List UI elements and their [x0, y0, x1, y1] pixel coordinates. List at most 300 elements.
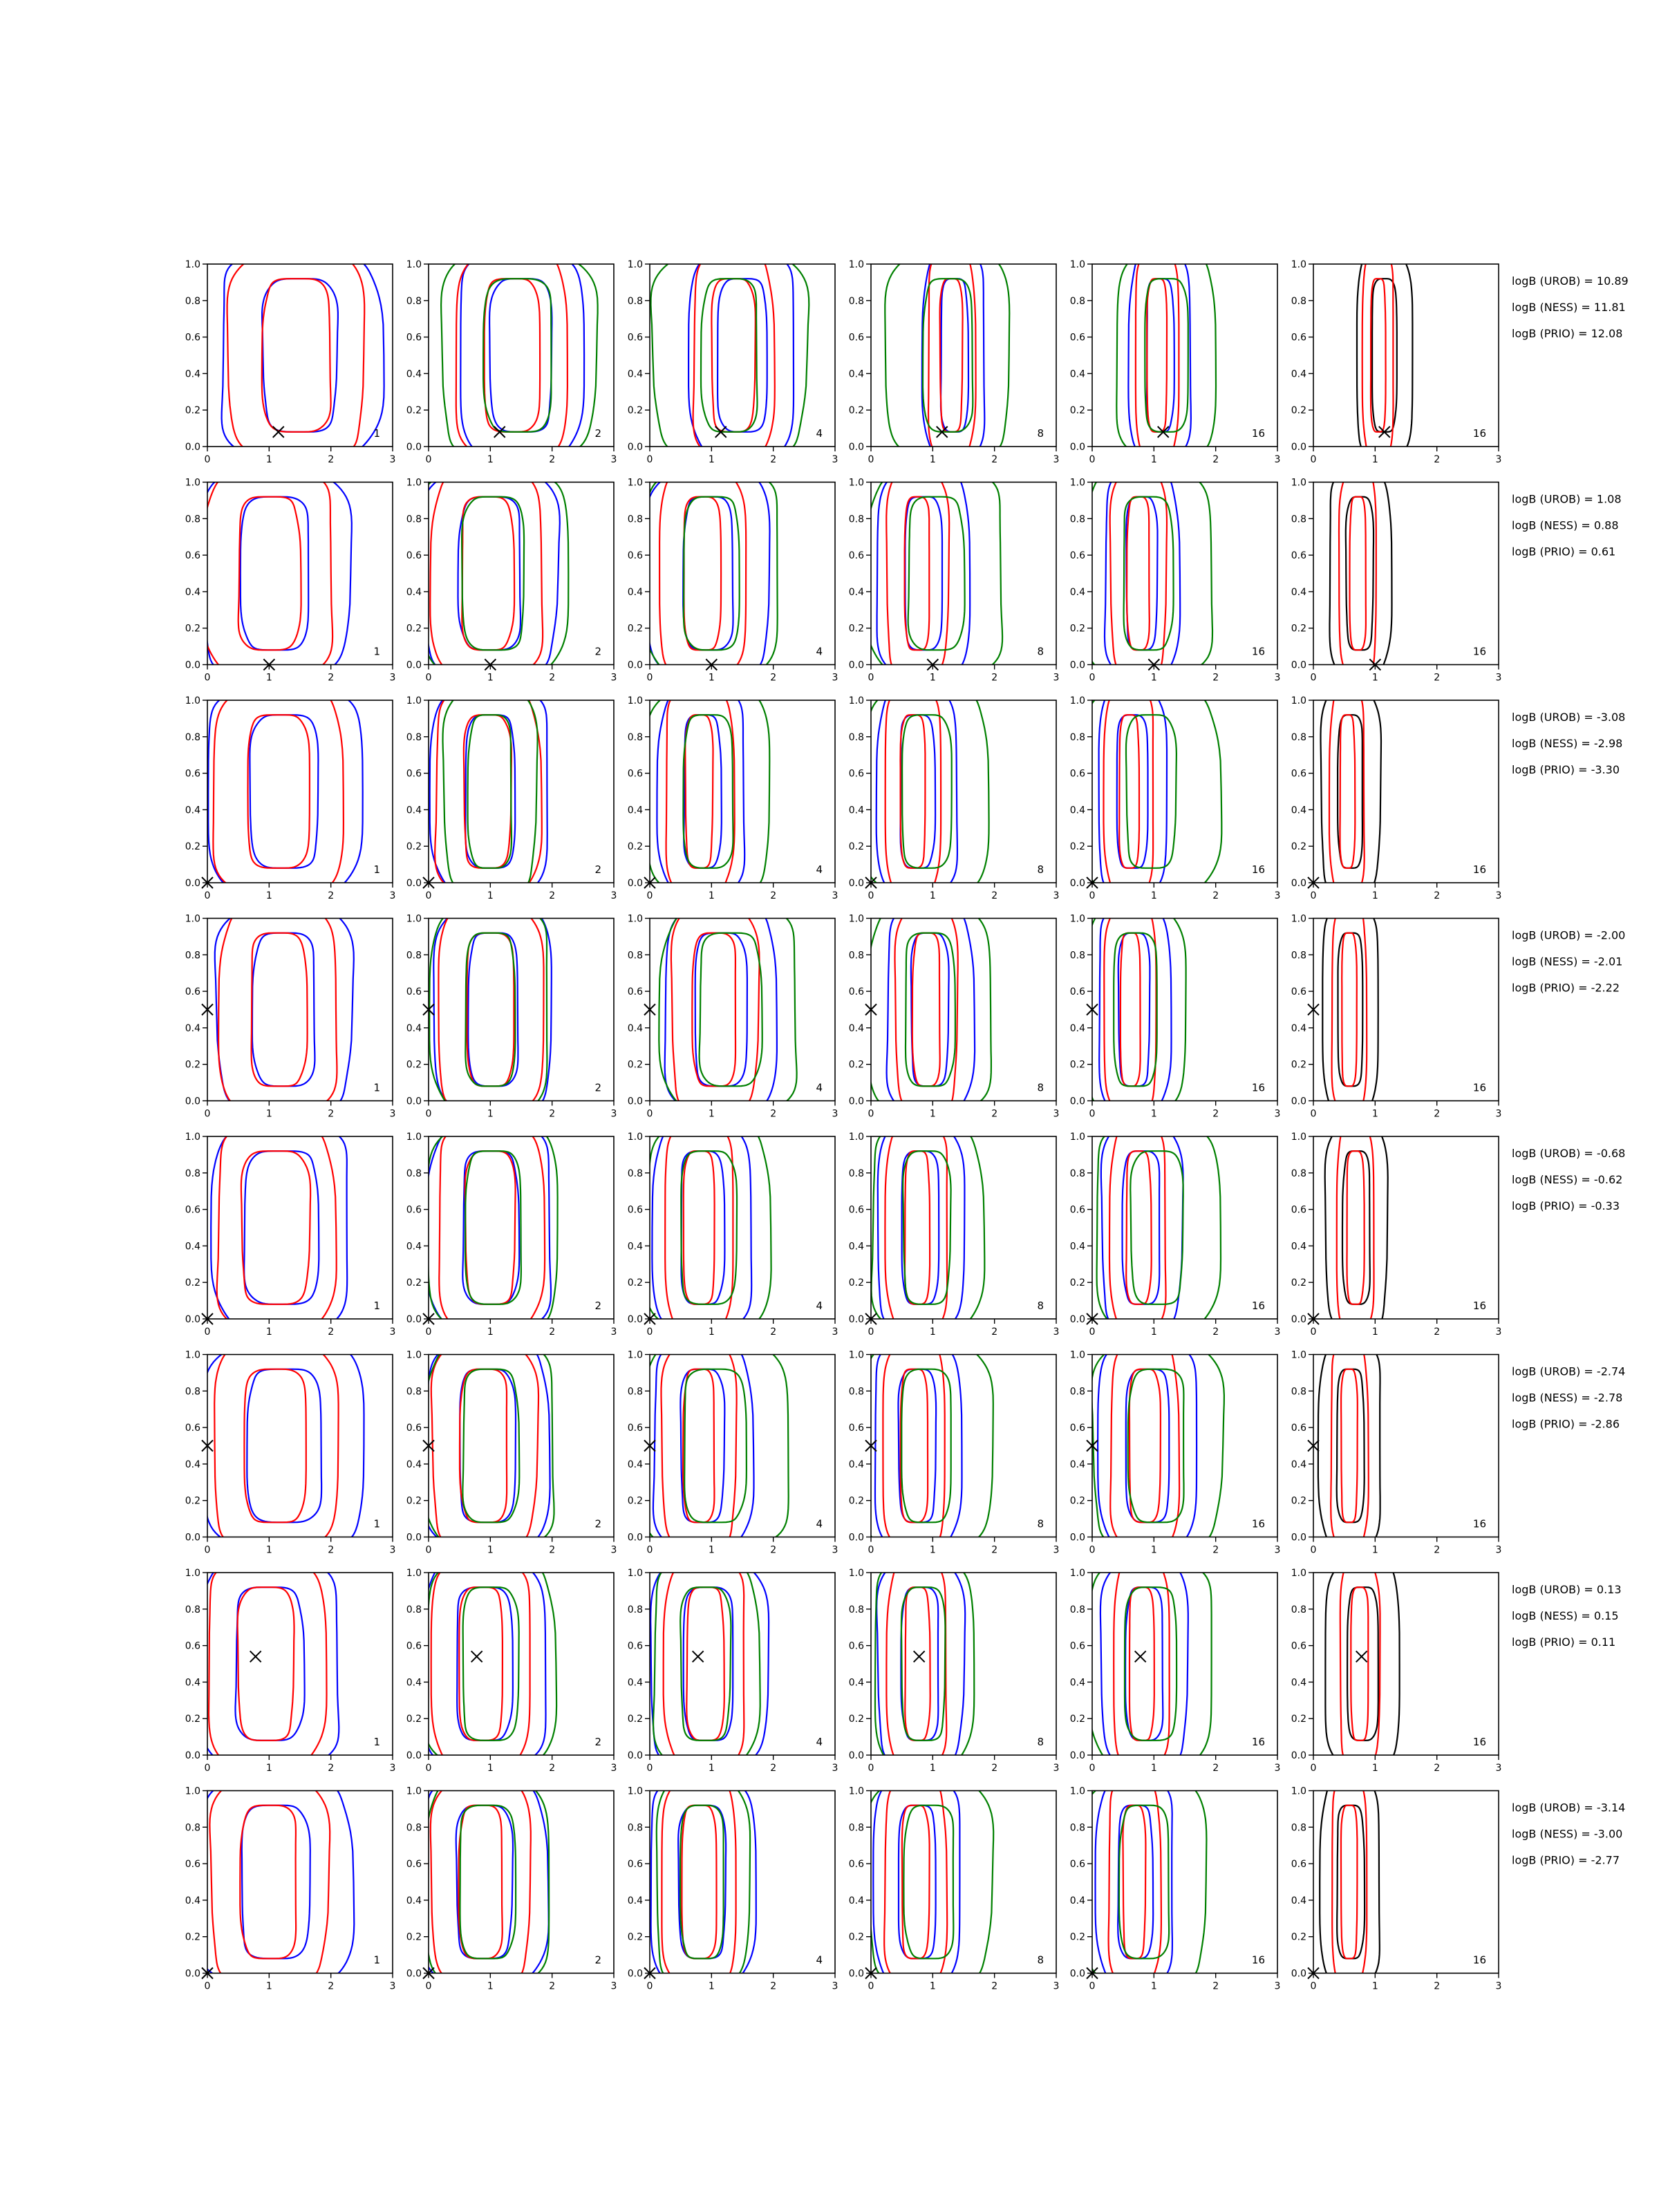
y-tick-label: 0.2 — [1291, 1931, 1306, 1943]
y-tick-label: 0.4 — [406, 1895, 422, 1906]
red-inner-contour — [682, 1806, 716, 1959]
red-outer-contour — [693, 253, 775, 458]
subplot-r2-c1 — [185, 471, 396, 684]
x-tick-label: 2 — [1434, 1763, 1441, 1774]
x-tick-label: 1 — [265, 1763, 272, 1774]
x-tick-label: 3 — [832, 454, 838, 465]
y-tick-label: 0.8 — [406, 1604, 422, 1615]
subplot-r8-c1 — [185, 1780, 396, 1992]
blue-inner-contour — [465, 715, 515, 868]
x-tick-label: 3 — [610, 1980, 617, 1992]
subplot-r4-c3 — [628, 908, 838, 1120]
x-tick-label: 2 — [770, 1108, 777, 1120]
subplot-r7-c4 — [849, 1562, 1060, 1774]
logb-annotation: logB (NESS) = -2.78 — [1512, 1391, 1623, 1405]
y-tick-label: 0.4 — [627, 1022, 643, 1034]
red-outer-contour — [214, 1344, 338, 1548]
x-tick-label: 2 — [328, 1327, 335, 1338]
x-tick-label: 3 — [1495, 1544, 1502, 1556]
true-value-marker — [1356, 1651, 1367, 1662]
y-tick-label: 1.0 — [406, 259, 422, 270]
red-outer-contour — [1114, 1562, 1170, 1766]
y-tick-label: 0.2 — [848, 1931, 864, 1943]
y-tick-label: 1.0 — [185, 259, 200, 270]
panel-number: 4 — [816, 1517, 823, 1530]
x-tick-label: 2 — [1434, 1108, 1441, 1120]
x-tick-label: 0 — [868, 890, 874, 901]
x-tick-label: 3 — [389, 890, 396, 901]
axes-frame — [871, 919, 1056, 1101]
logb-annotation: logB (NESS) = -2.98 — [1512, 737, 1623, 750]
panel-number: 8 — [1037, 645, 1044, 658]
x-tick-label: 0 — [646, 890, 653, 901]
x-tick-label: 3 — [389, 1763, 396, 1774]
y-tick-label: 0.6 — [627, 550, 643, 562]
x-tick-label: 2 — [770, 1980, 777, 1992]
y-tick-label: 0.0 — [406, 1750, 422, 1761]
x-tick-label: 3 — [832, 672, 838, 684]
red-inner-contour — [684, 497, 721, 650]
x-tick-label: 3 — [610, 454, 617, 465]
axes-frame — [1313, 264, 1499, 447]
blue-inner-contour — [682, 1151, 725, 1304]
red-inner-contour — [1127, 497, 1150, 650]
green-inner-contour — [462, 1369, 519, 1523]
y-tick-label: 0.0 — [1069, 659, 1085, 671]
blue-inner-contour — [489, 279, 552, 432]
blue-inner-contour — [462, 1151, 519, 1304]
x-tick-label: 1 — [1371, 1327, 1378, 1338]
y-tick-label: 0.0 — [1069, 878, 1085, 889]
y-tick-label: 0.8 — [1291, 1822, 1306, 1834]
y-tick-label: 0.8 — [185, 514, 200, 525]
contour-group — [203, 1344, 364, 1548]
red-outer-contour — [662, 1780, 735, 1985]
y-tick-label: 0.4 — [1291, 368, 1306, 380]
blue-inner-contour — [941, 279, 968, 432]
green-inner-contour — [468, 715, 512, 868]
x-tick-label: 3 — [1053, 1980, 1060, 1992]
y-tick-label: 0.8 — [1069, 295, 1085, 307]
y-tick-label: 0.4 — [1291, 1022, 1306, 1034]
red-inner-contour — [1126, 1151, 1152, 1304]
y-tick-label: 0.6 — [848, 768, 864, 780]
logb-annotation: logB (UROB) = -2.00 — [1512, 928, 1626, 942]
subplot-r7-c5 — [1070, 1562, 1281, 1774]
y-tick-label: 0.0 — [185, 878, 200, 889]
x-tick-label: 1 — [1371, 890, 1378, 901]
contour-group — [1097, 1125, 1221, 1330]
y-tick-label: 0.0 — [406, 1968, 422, 1980]
x-tick-label: 2 — [991, 1327, 998, 1338]
green-inner-contour — [460, 1806, 516, 1959]
y-tick-label: 0.6 — [185, 1423, 200, 1434]
panel-number: 8 — [1037, 1081, 1044, 1094]
x-tick-label: 0 — [1089, 672, 1096, 684]
y-tick-label: 0.6 — [848, 550, 864, 562]
y-tick-label: 0.2 — [848, 623, 864, 635]
y-tick-label: 0.6 — [406, 986, 422, 998]
x-tick-label: 0 — [204, 1108, 211, 1120]
y-tick-label: 0.0 — [406, 442, 422, 453]
y-tick-label: 0.6 — [406, 1859, 422, 1871]
subplot-r4-c2 — [406, 908, 617, 1120]
y-tick-label: 1.0 — [1291, 1349, 1306, 1361]
axes-frame — [650, 1136, 835, 1319]
red-inner-contour — [238, 1587, 294, 1741]
x-tick-label: 3 — [389, 1327, 396, 1338]
y-tick-label: 0.6 — [1069, 768, 1085, 780]
subplot-r6-c3 — [628, 1344, 838, 1556]
axes-frame — [207, 482, 393, 665]
red-inner-contour — [1341, 1369, 1358, 1523]
y-tick-label: 0.8 — [848, 1822, 864, 1834]
panel-number: 1 — [373, 427, 380, 440]
panel-number: 16 — [1251, 1736, 1265, 1748]
y-tick-label: 0.8 — [1069, 1822, 1085, 1834]
y-tick-label: 0.6 — [627, 1204, 643, 1216]
black-outer-contour — [1318, 1344, 1380, 1548]
x-tick-label: 1 — [929, 454, 936, 465]
subplot-r2-c4 — [849, 471, 1060, 684]
contour-group — [1322, 908, 1378, 1112]
y-tick-label: 0.0 — [1069, 1968, 1085, 1980]
y-tick-label: 0.6 — [1291, 1859, 1306, 1871]
y-tick-label: 0.6 — [848, 986, 864, 998]
y-tick-label: 0.4 — [406, 805, 422, 816]
x-tick-label: 3 — [1274, 1108, 1281, 1120]
y-tick-label: 1.0 — [406, 695, 422, 706]
y-tick-label: 1.0 — [406, 1349, 422, 1361]
x-tick-label: 0 — [1089, 1327, 1096, 1338]
y-tick-label: 0.8 — [627, 1168, 643, 1179]
panel-number: 4 — [816, 427, 823, 440]
red-inner-contour — [692, 933, 735, 1087]
y-tick-label: 0.2 — [1069, 1059, 1085, 1071]
blue-outer-contour — [426, 1125, 551, 1330]
y-tick-label: 0.2 — [185, 1277, 200, 1289]
y-tick-label: 0.2 — [848, 1059, 864, 1071]
y-tick-label: 0.8 — [1291, 950, 1306, 962]
y-tick-label: 0.6 — [1291, 986, 1306, 998]
x-tick-label: 2 — [549, 1980, 556, 1992]
y-tick-label: 0.0 — [627, 1314, 643, 1325]
x-tick-label: 0 — [1310, 1327, 1317, 1338]
y-tick-label: 0.6 — [1069, 332, 1085, 344]
green-outer-contour — [1082, 1780, 1207, 1985]
red-inner-contour — [459, 1587, 503, 1741]
y-tick-label: 0.6 — [1291, 1204, 1306, 1216]
x-tick-label: 0 — [868, 454, 874, 465]
green-outer-contour — [441, 253, 598, 458]
panel-number: 16 — [1472, 1517, 1486, 1530]
panel-number: 8 — [1037, 863, 1044, 876]
x-tick-label: 1 — [265, 454, 272, 465]
x-tick-label: 2 — [1434, 1980, 1441, 1992]
panel-number: 16 — [1472, 645, 1486, 658]
y-tick-label: 0.0 — [1291, 659, 1306, 671]
red-outer-contour — [227, 253, 365, 458]
x-tick-label: 3 — [610, 1327, 617, 1338]
y-tick-label: 0.4 — [1069, 368, 1085, 380]
x-tick-label: 2 — [1212, 672, 1219, 684]
x-tick-label: 0 — [1310, 1108, 1317, 1120]
x-tick-label: 1 — [265, 1544, 272, 1556]
contour-group — [441, 253, 598, 458]
blue-outer-contour — [197, 1780, 354, 1985]
x-tick-label: 0 — [646, 1544, 653, 1556]
red-inner-contour — [1351, 1587, 1368, 1741]
x-tick-label: 2 — [991, 1980, 998, 1992]
y-tick-label: 0.6 — [185, 768, 200, 780]
panel-number: 2 — [594, 1081, 601, 1094]
y-tick-label: 0.4 — [1069, 1677, 1085, 1689]
x-tick-label: 2 — [1434, 1327, 1441, 1338]
x-tick-label: 1 — [487, 454, 494, 465]
x-tick-label: 0 — [1310, 454, 1317, 465]
y-tick-label: 0.8 — [1069, 950, 1085, 962]
x-tick-label: 3 — [832, 1327, 838, 1338]
axes-frame — [1313, 1136, 1499, 1319]
y-tick-label: 0.4 — [185, 1677, 200, 1689]
x-tick-label: 2 — [328, 672, 335, 684]
y-tick-label: 0.6 — [185, 550, 200, 562]
red-inner-contour — [1347, 1151, 1365, 1304]
x-tick-label: 2 — [549, 1763, 556, 1774]
subplot-r4-c1 — [185, 908, 396, 1120]
y-tick-label: 0.0 — [185, 1968, 200, 1980]
axes-frame — [429, 1573, 614, 1755]
y-tick-label: 0.2 — [1291, 405, 1306, 417]
y-tick-label: 0.6 — [185, 986, 200, 998]
panel-number: 16 — [1251, 1081, 1265, 1094]
x-tick-label: 0 — [425, 1327, 432, 1338]
panel-number: 16 — [1472, 1300, 1486, 1312]
subplot-r8-c5 — [1070, 1780, 1281, 1992]
x-tick-label: 3 — [832, 1763, 838, 1774]
x-tick-label: 3 — [389, 1108, 396, 1120]
y-tick-label: 1.0 — [185, 1785, 200, 1797]
y-tick-label: 0.4 — [1069, 1241, 1085, 1253]
subplot-r5-c3 — [628, 1125, 838, 1338]
subplot-r1-c1 — [185, 253, 396, 465]
y-tick-label: 0.2 — [1291, 623, 1306, 635]
y-tick-label: 0.0 — [1069, 1750, 1085, 1761]
y-tick-label: 0.8 — [1291, 731, 1306, 743]
x-tick-label: 0 — [868, 1544, 874, 1556]
y-tick-label: 0.8 — [627, 950, 643, 962]
logb-annotation: logB (PRIO) = 0.61 — [1512, 545, 1616, 559]
y-tick-label: 0.0 — [1291, 1314, 1306, 1325]
x-tick-label: 2 — [549, 1544, 556, 1556]
y-tick-label: 0.4 — [848, 1022, 864, 1034]
x-tick-label: 2 — [328, 1544, 335, 1556]
red-inner-contour — [467, 933, 514, 1087]
axes-frame — [207, 700, 393, 883]
x-tick-label: 1 — [1150, 1980, 1157, 1992]
contour-group — [640, 1344, 789, 1548]
panel-number: 16 — [1472, 427, 1486, 440]
y-tick-label: 0.8 — [1069, 1168, 1085, 1179]
contour-group — [208, 689, 362, 894]
panel-number: 16 — [1251, 1953, 1265, 1967]
y-tick-label: 0.4 — [627, 1241, 643, 1253]
axes-frame — [1092, 1136, 1277, 1319]
y-tick-label: 0.4 — [848, 586, 864, 598]
red-inner-contour — [252, 933, 308, 1087]
y-tick-label: 1.0 — [627, 1785, 643, 1797]
y-tick-label: 1.0 — [185, 1568, 200, 1579]
subplot-r1-c3 — [628, 253, 838, 465]
y-tick-label: 0.0 — [1291, 878, 1306, 889]
green-outer-contour — [420, 471, 568, 676]
x-tick-label: 0 — [204, 1327, 211, 1338]
panel-number: 16 — [1472, 1736, 1486, 1748]
logb-annotation: logB (UROB) = -2.74 — [1512, 1365, 1626, 1378]
black-outer-contour — [1325, 1125, 1388, 1330]
x-tick-label: 1 — [487, 1327, 494, 1338]
panel-number: 16 — [1251, 1517, 1265, 1530]
blue-inner-contour — [911, 933, 949, 1087]
y-tick-label: 0.4 — [185, 1895, 200, 1906]
y-tick-label: 0.4 — [1069, 1459, 1085, 1470]
blue-inner-contour — [244, 1151, 319, 1304]
panel-number: 1 — [373, 1300, 380, 1312]
panel-number: 4 — [816, 1953, 823, 1967]
y-tick-label: 0.4 — [185, 1241, 200, 1253]
logb-annotation: logB (PRIO) = -0.33 — [1512, 1199, 1620, 1212]
red-inner-contour — [241, 1151, 310, 1304]
y-tick-label: 0.0 — [848, 442, 864, 453]
blue-outer-contour — [201, 471, 352, 676]
y-tick-label: 1.0 — [1069, 1349, 1085, 1361]
black-outer-contour — [1320, 1780, 1380, 1985]
y-tick-label: 0.4 — [1291, 1677, 1306, 1689]
green-outer-contour — [429, 908, 547, 1112]
red-outer-contour — [218, 908, 337, 1112]
subplot-r6-c5 — [1070, 1344, 1281, 1556]
y-tick-label: 0.8 — [185, 1168, 200, 1179]
x-tick-label: 1 — [265, 1108, 272, 1120]
x-tick-label: 3 — [1495, 1980, 1502, 1992]
x-tick-label: 0 — [868, 1763, 874, 1774]
x-tick-label: 2 — [991, 890, 998, 901]
x-tick-label: 2 — [549, 890, 556, 901]
y-tick-label: 0.4 — [848, 805, 864, 816]
panel-number: 2 — [594, 1517, 601, 1530]
x-tick-label: 1 — [929, 1980, 936, 1992]
y-tick-label: 0.4 — [627, 1895, 643, 1906]
y-tick-label: 0.4 — [627, 805, 643, 816]
axes-frame — [871, 264, 1056, 447]
y-tick-label: 0.2 — [185, 405, 200, 417]
blue-inner-contour — [683, 497, 733, 650]
blue-outer-contour — [651, 1780, 756, 1985]
blue-inner-contour — [678, 1806, 726, 1959]
y-tick-label: 0.4 — [406, 1022, 422, 1034]
logb-annotation: logB (NESS) = -3.00 — [1512, 1827, 1623, 1841]
y-tick-label: 0.2 — [406, 1059, 422, 1071]
y-tick-label: 0.6 — [1291, 1640, 1306, 1652]
x-tick-label: 0 — [1089, 1544, 1096, 1556]
y-tick-label: 0.8 — [627, 1386, 643, 1398]
panel-number: 16 — [1472, 863, 1486, 876]
x-tick-label: 0 — [868, 1980, 874, 1992]
y-tick-label: 0.6 — [1069, 1640, 1085, 1652]
y-tick-label: 0.8 — [627, 514, 643, 525]
red-inner-contour — [460, 1369, 507, 1523]
y-tick-label: 0.8 — [848, 1604, 864, 1615]
red-inner-contour — [1119, 715, 1139, 868]
y-tick-label: 0.8 — [406, 1386, 422, 1398]
y-tick-label: 0.2 — [185, 623, 200, 635]
y-tick-label: 1.0 — [848, 913, 864, 925]
y-tick-label: 0.4 — [627, 368, 643, 380]
y-tick-label: 0.4 — [627, 1677, 643, 1689]
subplot-r3-c6 — [1291, 689, 1502, 901]
panel-number: 2 — [594, 1953, 601, 1967]
panel-number: 1 — [373, 863, 380, 876]
y-tick-label: 0.6 — [627, 1423, 643, 1434]
y-tick-label: 0.8 — [185, 1822, 200, 1834]
subplot-r1-c6 — [1291, 253, 1502, 465]
y-tick-label: 0.8 — [406, 514, 422, 525]
x-tick-label: 2 — [770, 672, 777, 684]
x-tick-label: 3 — [1053, 1327, 1060, 1338]
true-value-marker — [1135, 1651, 1146, 1662]
contour-group — [201, 471, 352, 676]
x-tick-label: 1 — [265, 672, 272, 684]
y-tick-label: 0.0 — [185, 442, 200, 453]
green-outer-contour — [651, 253, 809, 458]
subplot-r8-c4 — [849, 1780, 1060, 1992]
panel-number: 4 — [816, 1736, 823, 1748]
subplot-r5-c2 — [406, 1125, 617, 1338]
x-tick-label: 2 — [1434, 454, 1441, 465]
logb-annotation: logB (PRIO) = -2.22 — [1512, 981, 1620, 995]
green-inner-contour — [700, 933, 762, 1087]
x-tick-label: 0 — [204, 1544, 211, 1556]
y-tick-label: 0.0 — [848, 1532, 864, 1544]
axes-frame — [207, 1573, 393, 1755]
y-tick-label: 0.2 — [848, 1495, 864, 1507]
y-tick-label: 0.6 — [406, 1640, 422, 1652]
y-tick-label: 0.6 — [627, 1859, 643, 1871]
y-tick-label: 0.8 — [185, 950, 200, 962]
y-tick-label: 1.0 — [406, 913, 422, 925]
y-tick-label: 0.6 — [1069, 1859, 1085, 1871]
logb-annotation: logB (UROB) = -3.14 — [1512, 1801, 1626, 1815]
red-inner-contour — [912, 933, 940, 1087]
y-tick-label: 0.6 — [185, 332, 200, 344]
red-inner-contour — [1342, 933, 1357, 1087]
y-tick-label: 0.8 — [627, 1822, 643, 1834]
green-inner-contour — [465, 933, 515, 1087]
x-tick-label: 1 — [929, 1327, 936, 1338]
red-inner-contour — [905, 1151, 930, 1304]
panel-number: 16 — [1251, 863, 1265, 876]
y-tick-label: 0.6 — [406, 550, 422, 562]
y-tick-label: 0.4 — [406, 1241, 422, 1253]
subplot-r5-c5 — [1070, 1125, 1281, 1338]
x-tick-label: 1 — [1150, 1544, 1157, 1556]
x-tick-label: 2 — [1212, 454, 1219, 465]
x-tick-label: 3 — [389, 454, 396, 465]
contour-group — [641, 471, 778, 676]
y-tick-label: 0.0 — [848, 1750, 864, 1761]
y-tick-label: 0.2 — [406, 841, 422, 853]
x-tick-label: 1 — [1371, 1980, 1378, 1992]
